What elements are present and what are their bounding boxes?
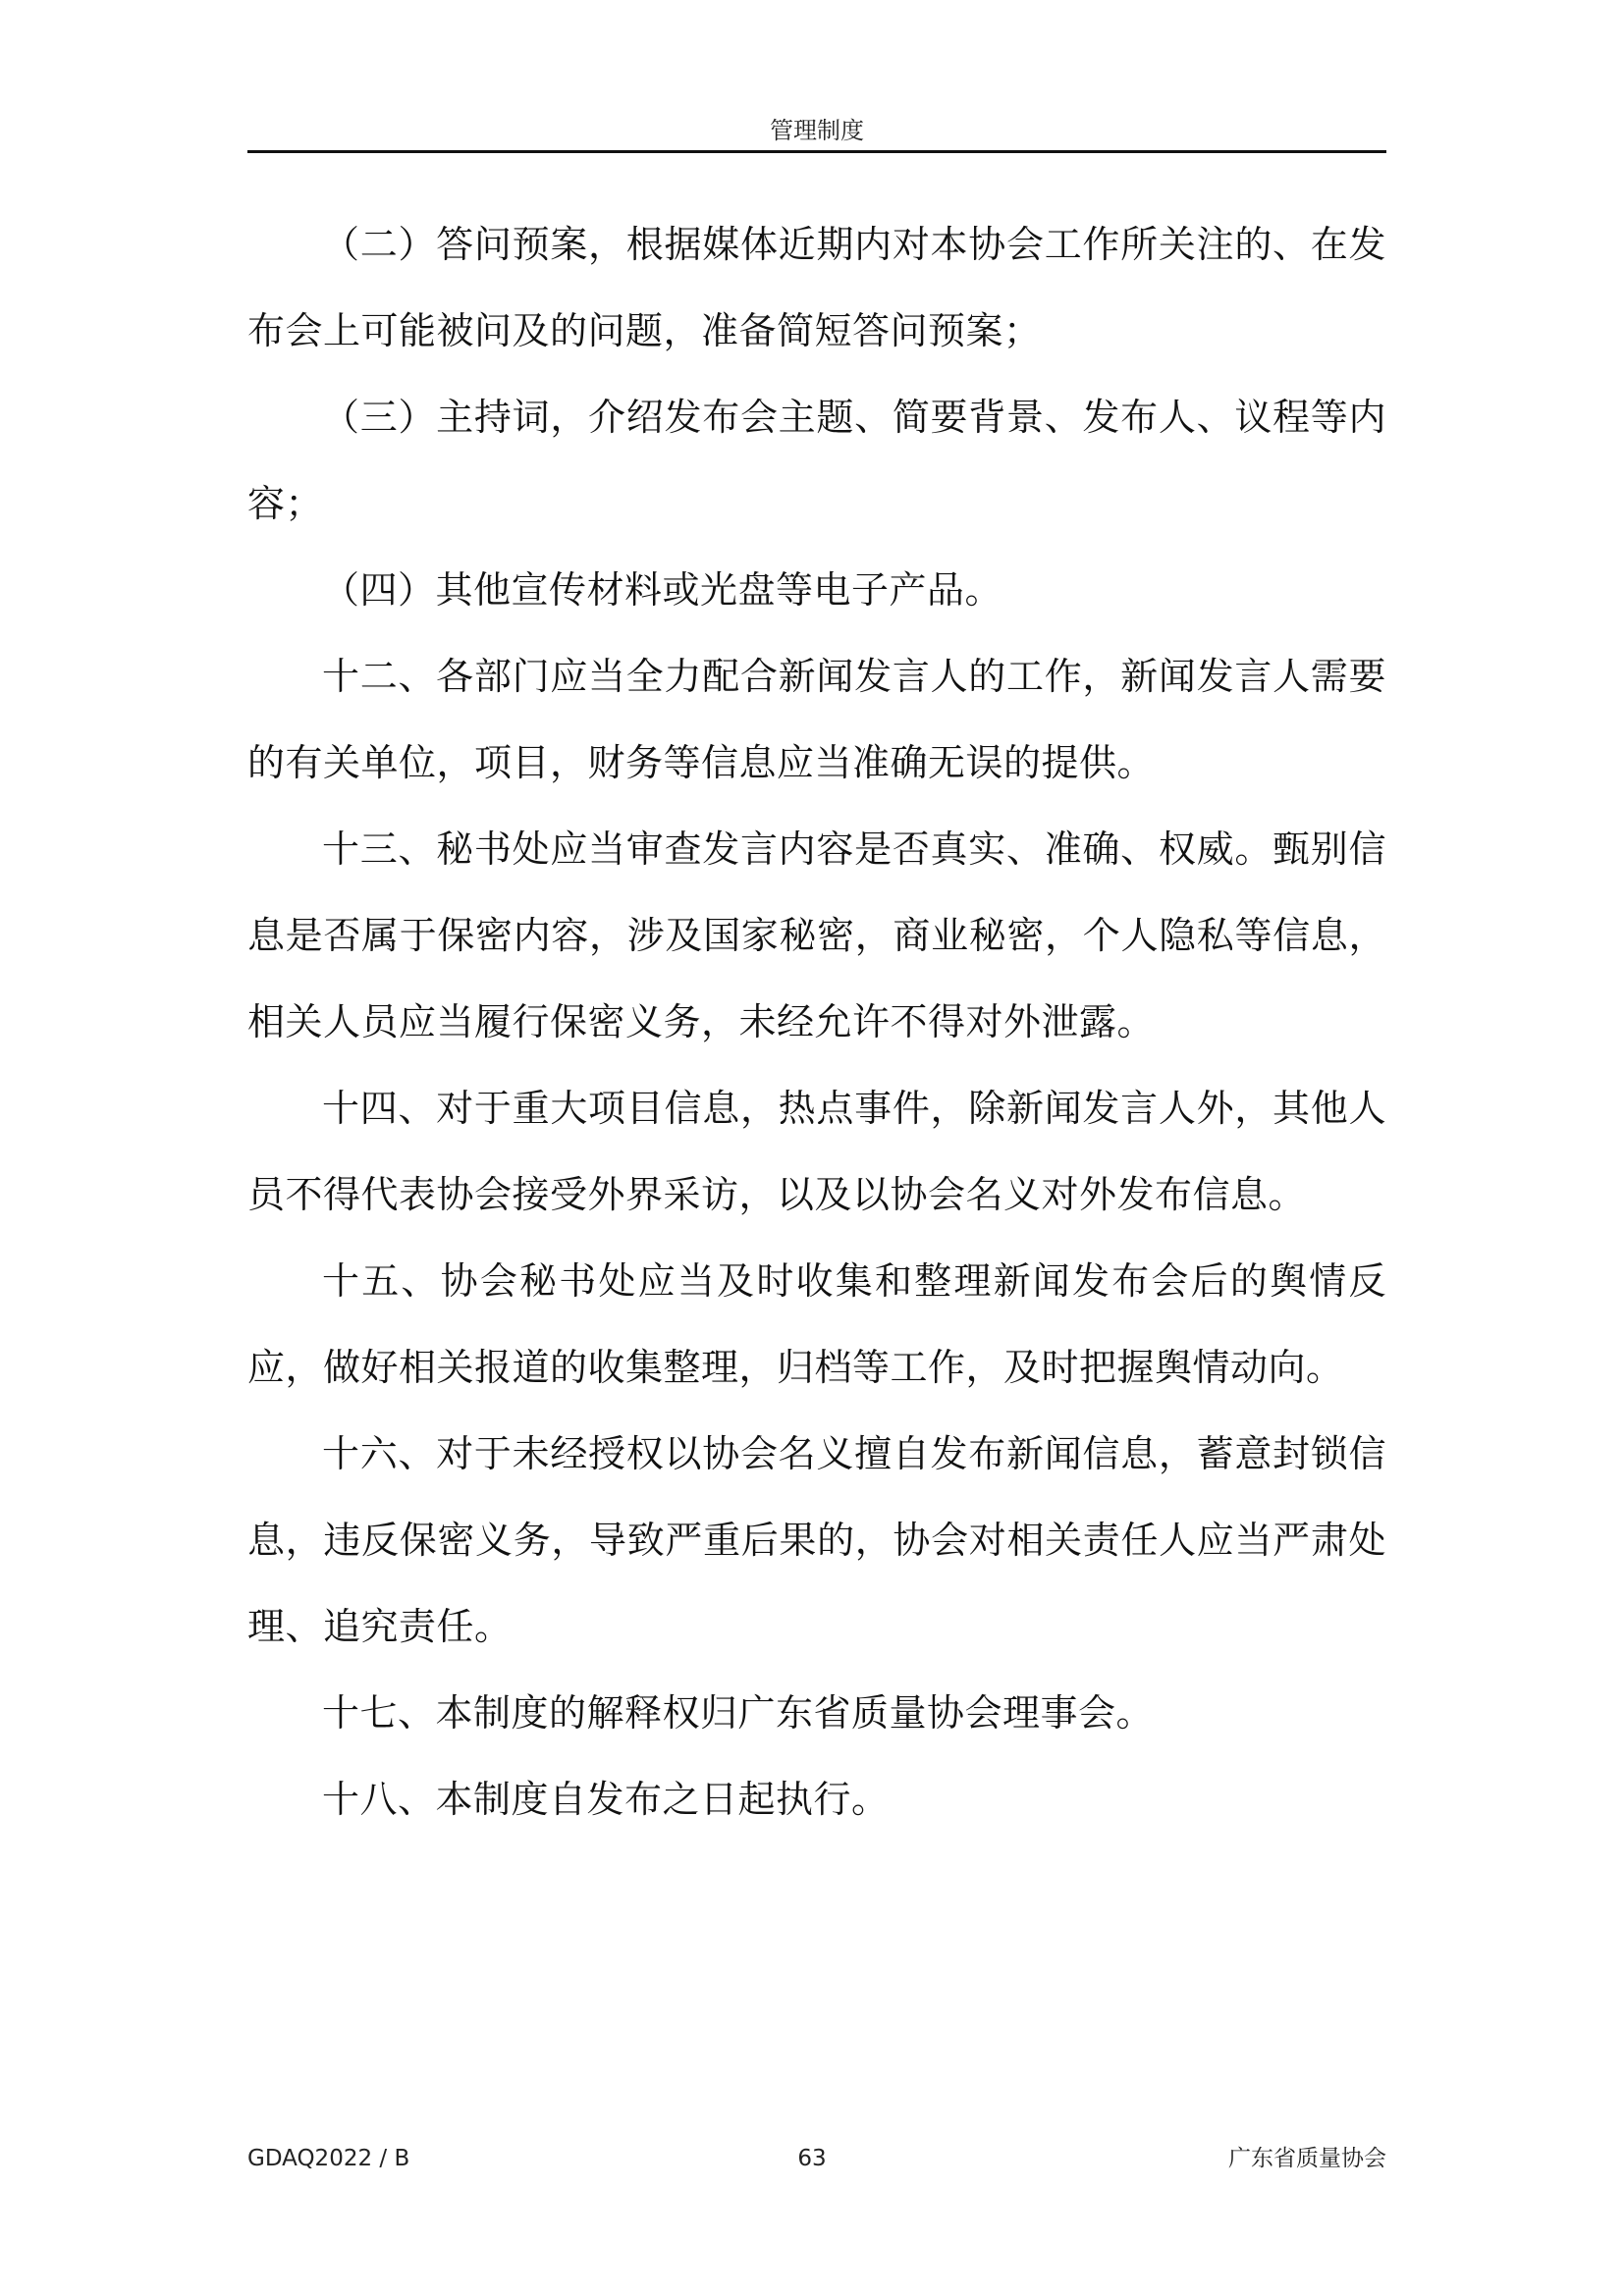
article-17: 十七、本制度的解释权归广东省质量协会理事会。 [322, 1691, 1155, 1735]
footer-doc-code: GDAQ2022 / B [247, 2146, 410, 2171]
paragraph-4: （四）其他宣传材料或光盘等电子产品。 [322, 568, 1003, 612]
page-header-title: 管理制度 [770, 117, 864, 144]
footer-page-number: 63 [797, 2146, 827, 2171]
paragraph-3: （三）主持词，介绍发布会主题、简要背景、发布人、议程等内容； [247, 396, 1386, 525]
article-13: 十三、秘书处应当审查发言内容是否真实、准确、权威。甄别信息是否属于保密内容，涉及国家秘密，商业秘密，个人隐私等信息，相关人员应当履行保密义务，未经允许不得对外泄露。 [247, 828, 1386, 1043]
article-16: 十六、对于未经授权以协会名义擅自发布新闻信息，蓄意封锁信息，违反保密义务，导致严重后果的，协会对相关责任人应当严肃处理、追究责任。 [247, 1432, 1386, 1648]
paragraph-2: （二）答问预案，根据媒体近期内对本协会工作所关注的、在发布会上可能被问及的问题，准备简短答问预案； [247, 223, 1386, 352]
article-12: 十二、各部门应当全力配合新闻发言人的工作，新闻发言人需要的有关单位，项目，财务等信息应当准确无误的提供。 [247, 655, 1386, 784]
document-body [247, 201, 1386, 1842]
article-18: 十八、本制度自发布之日起执行。 [322, 1778, 890, 1821]
article-14: 十四、对于重大项目信息，热点事件，除新闻发言人外，其他人员不得代表协会接受外界采访，以及以协会名义对外发布信息。 [247, 1087, 1386, 1216]
footer-organization: 广东省质量协会 [1228, 2146, 1386, 2171]
header-divider [247, 150, 1386, 153]
article-15: 十五、协会秘书处应当及时收集和整理新闻发布会后的舆情反应，做好相关报道的收集整理，归档等工作，及时把握舆情动向。 [247, 1259, 1386, 1389]
